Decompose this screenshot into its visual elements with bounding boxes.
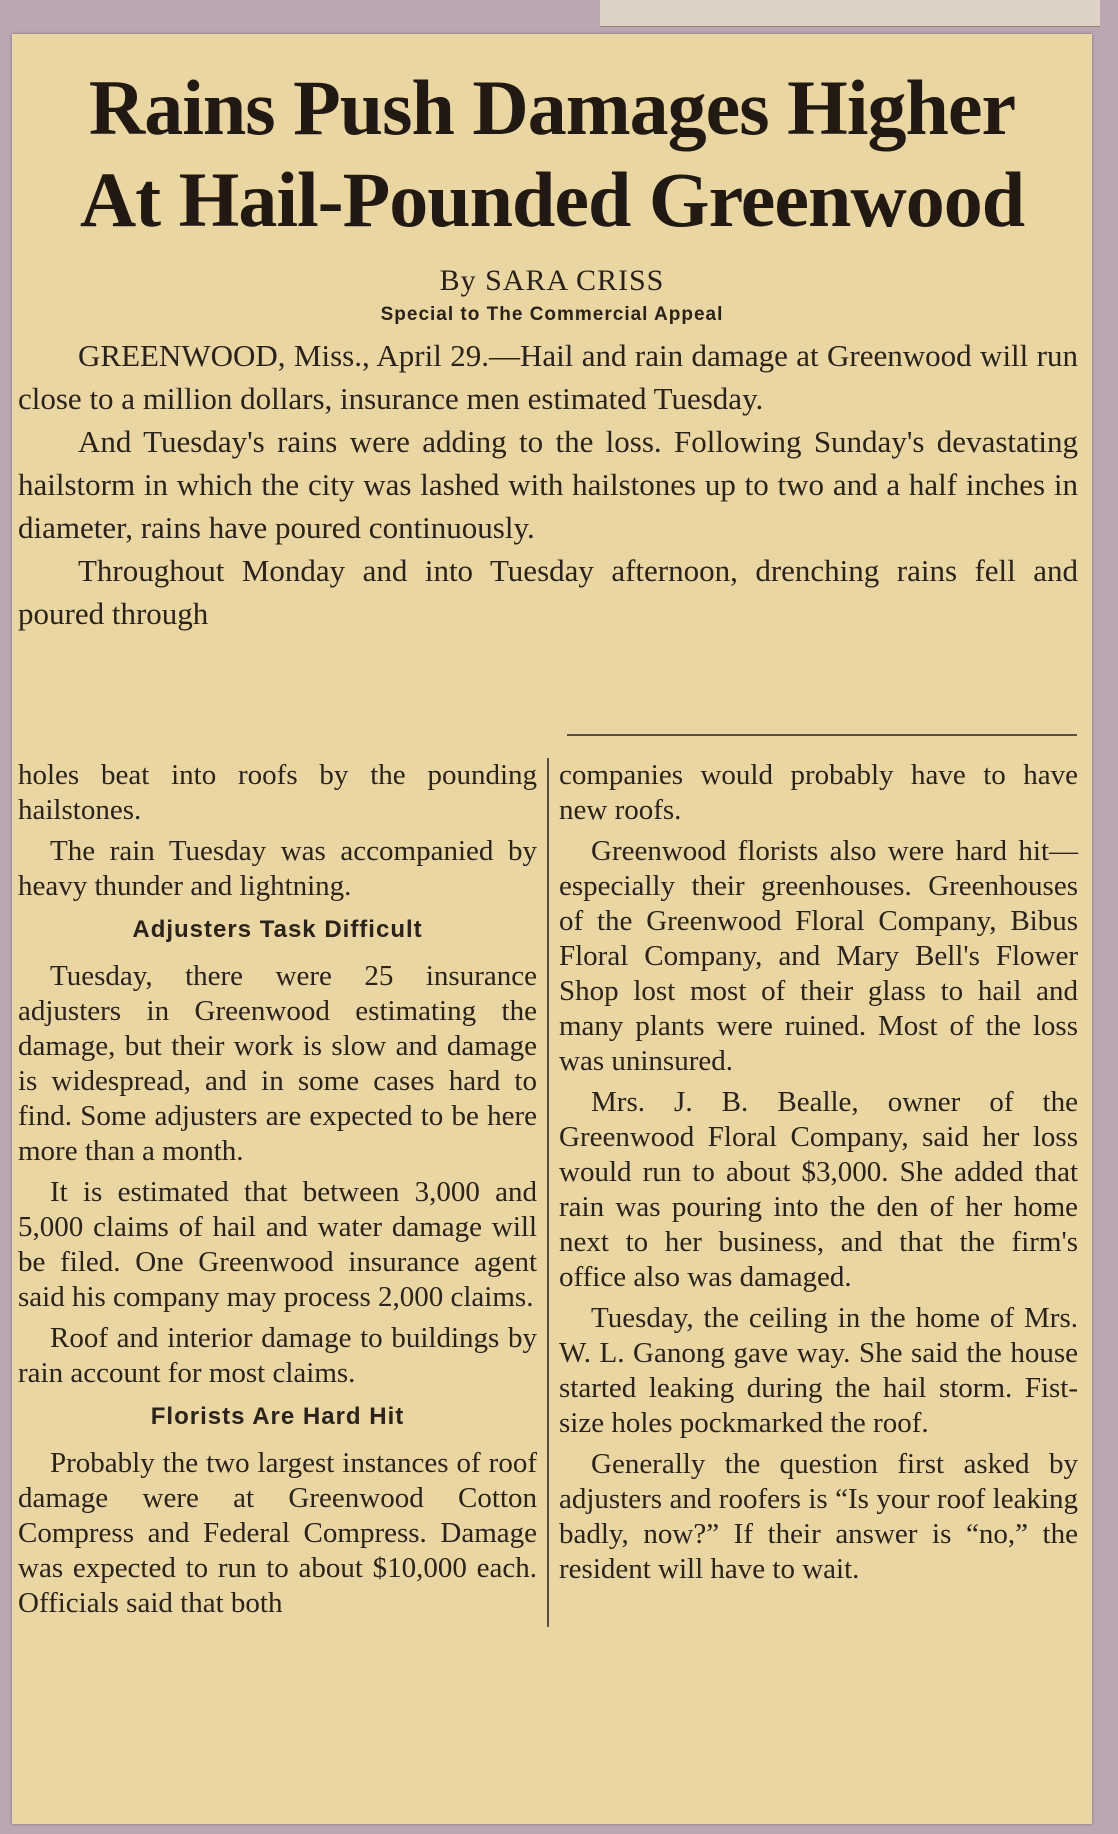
subhead-florists: Florists Are Hard Hit bbox=[150, 1403, 405, 1430]
article-columns bbox=[18, 758, 1078, 1627]
left-paragraph-1: holes beat into roofs by the pounding hailstones. bbox=[18, 759, 537, 826]
right-paragraph-3: Mrs. J. B. Bealle, owner of the Greenwood Floral Company, said her loss would run to about $3,000. She added that rain was pouring into the den of her home next to her business, and that the firm's office also was damaged. bbox=[559, 1086, 1078, 1293]
lead-paragraph-1: GREENWOOD, Miss., April 29.—Hail and rain damage at Greenwood will run close to a million dollars, insurance men estimated Tuesday. bbox=[18, 338, 1078, 416]
right-paragraph-2: Greenwood florists also were hard hit—especially their greenhouses. Greenhouses of the Greenwood Floral Company, Bibus Floral Company, and Mary Bell's Flower Shop lost most of their glass to hail and many plants were ruined. Most of the loss was uninsured. bbox=[559, 835, 1078, 1077]
headline-line-1: Rains Push Damages Higher bbox=[88, 64, 1016, 151]
attached-paper-tab bbox=[600, 0, 1100, 27]
headline-line-2: At Hail-Pounded Greenwood bbox=[79, 156, 1025, 243]
subhead-adjusters: Adjusters Task Difficult bbox=[132, 916, 423, 943]
left-paragraph-6: Probably the two largest instances of roof damage were at Greenwood Cotton Compress and Federal Compress. Damage was expected to run to about $10,000 each. Officials said that both bbox=[18, 1447, 537, 1619]
left-paragraph-2: The rain Tuesday was accompanied by heavy thunder and lightning. bbox=[18, 835, 537, 902]
lead-paragraph-2: And Tuesday's rains were adding to the loss. Following Sunday's devastating hailstorm in which the city was lashed with hailstones up to two and a half inches in diameter, rains have poured continuously. bbox=[18, 424, 1078, 545]
left-paragraph-4: It is estimated that between 3,000 and 5,000 claims of hail and water damage will be filed. One Greenwood insurance agent said his company may process 2,000 claims. bbox=[18, 1176, 537, 1313]
byline: By SARA CRISS bbox=[439, 264, 665, 297]
right-paragraph-4: Tuesday, the ceiling in the home of Mrs. W. L. Ganong gave way. She said the house started leaking during the hail storm. Fist-size holes pockmarked the roof. bbox=[559, 1302, 1078, 1439]
column-divider-rule bbox=[567, 734, 1077, 736]
headline bbox=[12, 62, 1092, 246]
right-paragraph-5: Generally the question first asked by adjusters and roofers is “Is your roof leaking badly, now?” If their answer is “no,” the resident will have to wait. bbox=[559, 1448, 1078, 1585]
newspaper-clipping bbox=[12, 34, 1092, 1824]
lead-paragraph-3: Throughout Monday and into Tuesday afternoon, drenching rains fell and poured through bbox=[18, 553, 1078, 631]
left-paragraph-5: Roof and interior damage to buildings by rain account for most claims. bbox=[18, 1322, 537, 1389]
special-credit: Special to The Commercial Appeal bbox=[380, 304, 724, 325]
right-paragraph-1: companies would probably have to have new roofs. bbox=[559, 759, 1078, 826]
right-column bbox=[549, 758, 1078, 1627]
lead-paragraphs bbox=[18, 334, 1078, 635]
left-column bbox=[18, 758, 549, 1627]
left-paragraph-3: Tuesday, there were 25 insurance adjusters in Greenwood estimating the damage, but their work is slow and damage is widespread, and in some cases hard to find. Some adjusters are expected to be here more than a month. bbox=[18, 960, 537, 1167]
